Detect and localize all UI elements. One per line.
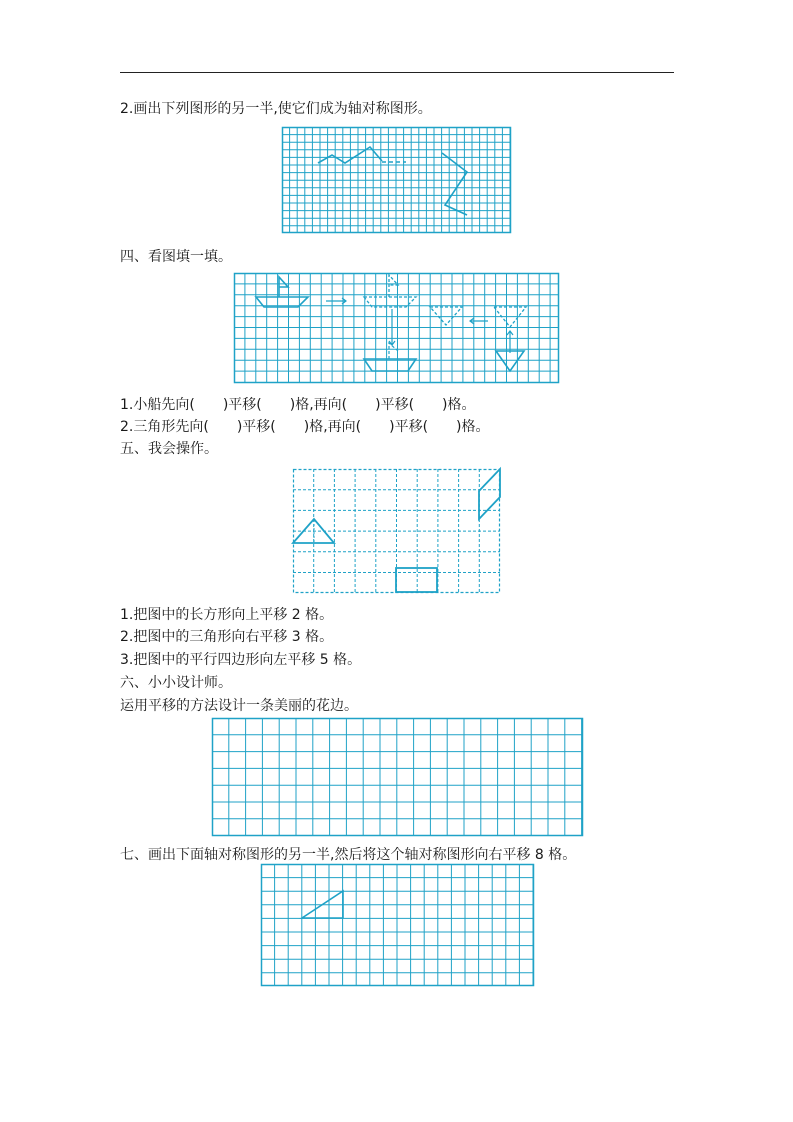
section-4-question-1: 1.小船先向( )平移( )格,再向( )平移( )格。: [120, 397, 476, 413]
rectangle-shape: [396, 568, 437, 592]
triangle-dashed-left: [430, 307, 462, 325]
symmetry-translation-grid: [261, 864, 535, 988]
section-5-question-1: 1.把图中的长方形向上平移 2 格。: [120, 607, 334, 623]
section-5-question-3: 3.把图中的平行四边形向左平移 5 格。: [120, 652, 362, 668]
question-2-title: 2.画出下列图形的另一半,使它们成为轴对称图形。: [120, 101, 432, 117]
section-4-title: 四、看图填一填。: [120, 249, 232, 265]
operation-dashed-grid: [293, 469, 501, 595]
arrow-right-icon: [326, 298, 346, 304]
section-5-title: 五、我会操作。: [120, 441, 218, 457]
parallelogram-shape: [479, 469, 500, 519]
boat-original: [256, 277, 308, 307]
section-5-question-2: 2.把图中的三角形向右平移 3 格。: [120, 629, 334, 645]
triangle-original: [496, 351, 524, 371]
border-design-grid: [212, 718, 584, 838]
translation-grid-figure: [234, 273, 560, 385]
header-rule: [120, 72, 674, 73]
arrow-left-icon: [470, 318, 488, 324]
angled-line-shape: [442, 153, 467, 215]
section-4-question-2: 2.三角形先向( )平移( )格,再向( )平移( )格。: [120, 419, 490, 435]
symmetry-grid-figure: [282, 127, 512, 235]
section-7-title: 七、画出下面轴对称图形的另一半,然后将这个轴对称图形向右平移 8 格。: [120, 847, 577, 863]
section-6-title: 六、小小设计师。: [120, 675, 232, 691]
section-6-description: 运用平移的方法设计一条美丽的花边。: [120, 698, 358, 714]
